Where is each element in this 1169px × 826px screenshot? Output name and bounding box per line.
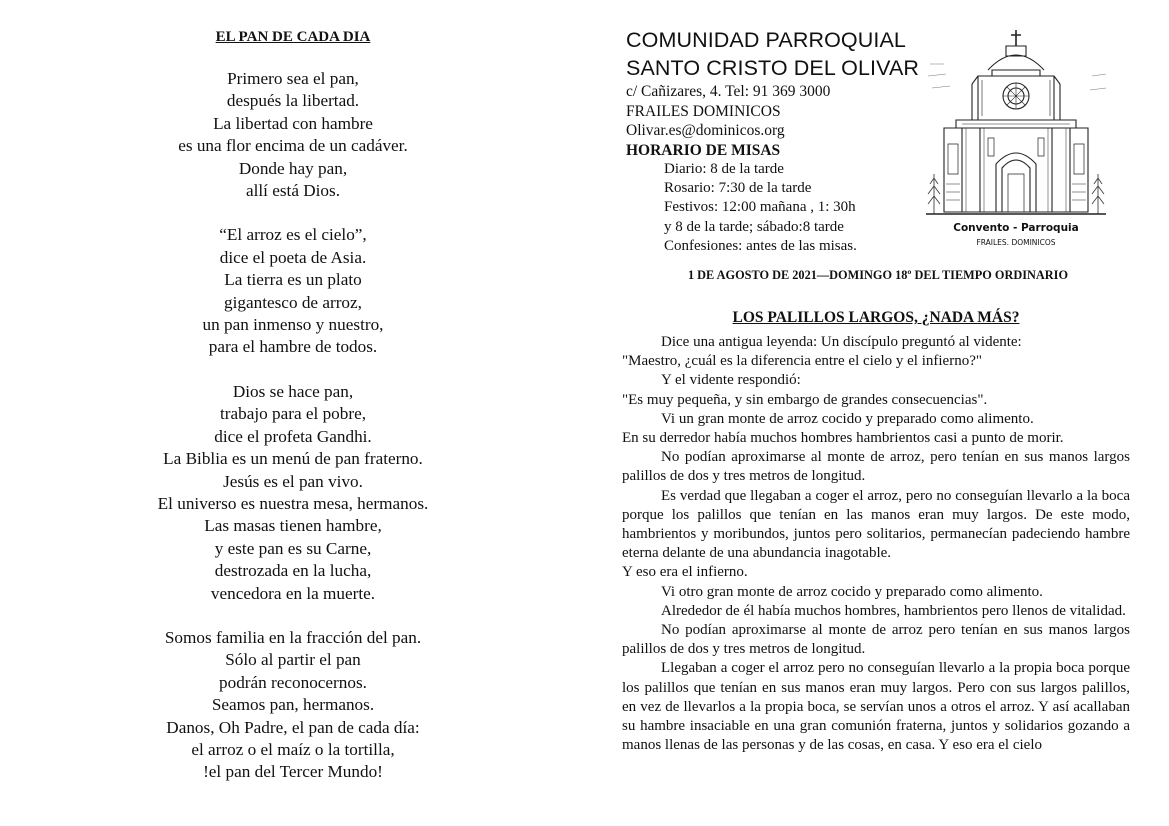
illustration-caption-main: Convento - Parroquia: [953, 222, 1079, 234]
poem-line: Danos, Oh Padre, el pan de cada día:: [166, 717, 420, 737]
schedule-line: Rosario: 7:30 de la tarde: [664, 180, 812, 197]
poem-line: Donde hay pan,: [238, 158, 348, 178]
poem-title: EL PAN DE CADA DIA: [215, 29, 371, 45]
poem-line: podrán reconocernos.: [219, 672, 367, 692]
parish-name-line2: SANTO CRISTO DEL OLIVAR: [626, 56, 920, 80]
story-body: [622, 333, 1130, 755]
poem-line: Seamos pan, hermanos.: [211, 695, 375, 715]
story-paragraph: No podían aproximarse al monte de arroz, pero tenían en sus manos largos palillos de dos y tres metros de longitud.: [622, 449, 1130, 485]
poem-line: La Biblia es un menú de pan fraterno.: [163, 449, 423, 469]
liturgical-date: 1 DE AGOSTO DE 2021—DOMINGO 18º DEL TIEMPO ORDINARIO: [687, 268, 1069, 282]
illustration-caption-sub: FRAILES. DOMINICOS: [976, 238, 1056, 247]
poem-stanza: [100, 68, 486, 202]
poem-line: !el pan del Tercer Mundo!: [203, 762, 383, 782]
story-paragraph: No podían aproximarse al monte de arroz pero tenían en sus manos largos palillos de dos y tres metros de longitud.: [622, 622, 1130, 658]
poem-line: es una flor encima de un cadáver.: [178, 136, 408, 156]
parish-header: [626, 26, 926, 256]
poem-stanza: [100, 224, 486, 358]
poem-line: un pan inmenso y nuestro,: [202, 315, 384, 335]
story-paragraph: "Es muy pequeña, y sin embargo de grandes consecuencias".: [622, 391, 988, 408]
story-paragraph: Alrededor de él había muchos hombres, hambrientos pero llenos de vitalidad.: [661, 602, 1126, 619]
poem-stanzas: [100, 68, 486, 784]
story-paragraph: Llegaban a coger el arroz pero no conseguían llevarlo a la propia boca porque los palillos que tenían en sus manos eran muy largos. Pero con sus largos palillos, en vez de llevarlos a la propia boca, se servían unos a otros el arroz. Y así acallaban su hambre insaciable en una gran comunión fraterna, juntos y solidarios gozando a manos llenas de las personas y de las cosas, en casa. Y eso era el cielo: [622, 660, 1130, 754]
story-paragraph: Y el vidente respondió:: [661, 372, 801, 389]
poem-line: destrozada en la lucha,: [214, 561, 372, 581]
poem-line: Somos familia en la fracción del pan.: [164, 627, 422, 647]
poem-line: La libertad con hambre: [213, 113, 373, 133]
poem-line: La tierra es un plato: [224, 270, 362, 290]
poem-line: El universo es nuestra mesa, hermanos.: [157, 493, 429, 513]
poem-line: el arroz o el maíz o la tortilla,: [191, 739, 395, 759]
poem-line: Dios se hace pan,: [232, 381, 354, 401]
poem-line: dice el profeta Gandhi.: [214, 426, 372, 446]
story-paragraph: "Maestro, ¿cuál es la diferencia entre el cielo y el infierno?": [622, 353, 982, 370]
schedule-title: HORARIO DE MISAS: [626, 141, 781, 159]
story-paragraph: Dice una antigua leyenda: Un discípulo preguntó al vidente:: [661, 334, 1022, 350]
poem-line: dice el poeta de Asia.: [219, 247, 367, 267]
story-paragraph: Vi otro gran monte de arroz cocido y preparado como alimento.: [661, 583, 1043, 600]
poem-line: “El arroz es el cielo”,: [219, 225, 367, 245]
church-illustration: [922, 24, 1110, 252]
parish-address: c/ Cañizares, 4. Tel: 91 369 3000: [626, 83, 831, 100]
poem-line: después la libertad.: [226, 91, 360, 111]
story-title: LOS PALILLOS LARGOS, ¿NADA MÁS?: [732, 309, 1020, 326]
poem-stanza: [100, 627, 486, 784]
poem-line: vencedora en la muerte.: [210, 583, 376, 603]
mass-schedule: [626, 160, 926, 256]
schedule-line: Festivos: 12:00 mañana , 1: 30h: [664, 199, 856, 216]
story-paragraph: Vi un gran monte de arroz cocido y preparado como alimento.: [661, 410, 1034, 427]
poem-line: Las masas tienen hambre,: [204, 516, 382, 536]
poem-line: para el hambre de todos.: [208, 337, 378, 357]
story-paragraph: En su derredor había muchos hombres hambrientos casi a punto de morir.: [622, 430, 1064, 447]
poem: [100, 29, 486, 806]
story-paragraph: Y eso era el infierno.: [622, 564, 748, 581]
poem-line: trabajo para el pobre,: [219, 404, 367, 424]
story: [622, 309, 1130, 755]
poem-line: gigantesco de arroz,: [224, 292, 362, 312]
parish-name-line1: COMUNIDAD PARROQUIAL: [626, 28, 906, 52]
story-paragraph: Es verdad que llegaban a coger el arroz, pero no conseguían llevarlo a la boca porque los palillos que tenían en las manos eran muy largos. De este modo, hambrientos y moribundos, juntos pero solitarios, permanecían padeciendo hambre eterna delante de una abundancia inagotable.: [622, 487, 1130, 562]
schedule-line: Confesiones: antes de las misas.: [664, 237, 857, 254]
schedule-line: y 8 de la tarde; sábado:8 tarde: [664, 218, 844, 235]
poem-line: allí está Dios.: [245, 181, 341, 201]
schedule-line: Diario: 8 de la tarde: [664, 161, 784, 177]
poem-line: y este pan es su Carne,: [214, 538, 372, 558]
parish-order: FRAILES DOMINICOS: [626, 102, 781, 120]
poem-line: Jesús es el pan vivo.: [223, 471, 363, 491]
poem-line: Sólo al partir el pan: [225, 650, 361, 670]
church-drawing-icon: [922, 24, 1110, 252]
poem-line: Primero sea el pan,: [227, 69, 359, 88]
parish-email: Olivar.es@dominicos.org: [626, 122, 785, 139]
poem-stanza: [100, 381, 486, 605]
